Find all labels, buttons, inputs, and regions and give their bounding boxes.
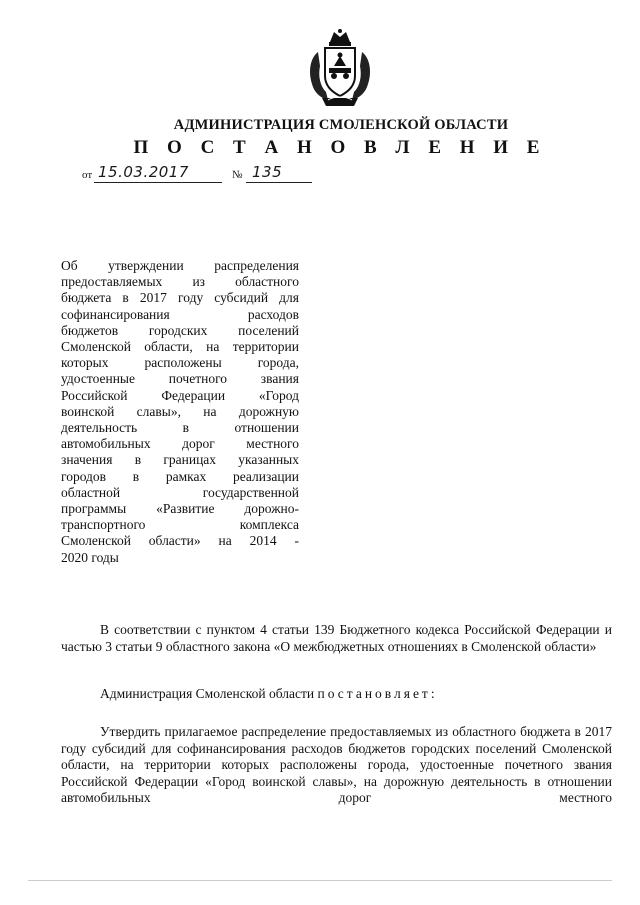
operative-paragraph: Утвердить прилагаемое распределение предоставляемых из областного бюджета в 2017 году субсидий для софинансирования расходов бюджетов городских поселений Смоленской области, на территории которых расположены города, удостоенные почетного звания Российской Федерации «Город воинской славы», на дорожную деятельность в отношении автомобильных дорог местного (61, 724, 612, 806)
number-label: № (232, 169, 243, 181)
subject-line: Об утверждении распределения (61, 258, 299, 273)
document-type-title: П О С Т А Н О В Л Е Н И Е (133, 137, 547, 158)
page-bottom-edge (28, 880, 612, 881)
subject-line: которых расположены города, (61, 355, 299, 371)
subject-line: городов в рамках реализации (61, 468, 299, 484)
organization-title: АДМИНИСТРАЦИЯ СМОЛЕНСКОЙ ОБЛАСТИ (173, 117, 509, 133)
resolution-issuer: Администрация Смоленской области (100, 686, 315, 701)
date-underline (94, 182, 222, 183)
document-subject (61, 258, 299, 566)
subject-line: областной государственной (61, 484, 299, 500)
subject-line: 2020 годы (61, 549, 119, 565)
date-label: от (82, 169, 93, 181)
subject-line: транспортного комплекса (61, 517, 299, 533)
subject-line: программы «Развитие дорожно- (61, 501, 299, 517)
smolensk-coat-of-arms-icon (304, 28, 376, 110)
preamble-paragraph: В соответствии с пунктом 4 статьи 139 Бюджетного кодекса Российской Федерации и частью 3 статьи 9 областного закона «О межбюджетных отношениях в Смоленской области» (61, 622, 612, 654)
subject-line: удостоенные почетного звания (61, 371, 299, 387)
number-underline (246, 182, 312, 183)
subject-line: предоставляемых из областного (61, 274, 299, 290)
subject-line: деятельность в отношении (61, 420, 299, 436)
number-value: 135 (252, 163, 283, 181)
subject-line: бюджетов городских поселений (61, 322, 299, 338)
document-date-number-row (82, 163, 322, 187)
subject-line: Смоленской области, на территории (61, 339, 299, 355)
subject-line: Российской Федерации «Город (61, 387, 299, 403)
subject-line: воинской славы», на дорожную (61, 403, 299, 419)
resolution-paragraph (61, 686, 612, 703)
subject-line: автомобильных дорог местного (61, 436, 299, 452)
date-value: 15.03.2017 (98, 163, 189, 181)
resolution-verb: постановляет: (317, 686, 438, 701)
subject-line: Смоленской области» на 2014 - (61, 533, 299, 549)
subject-line: значения в границах указанных (61, 452, 299, 468)
subject-line: бюджета в 2017 году субсидий для (61, 290, 299, 306)
subject-line: софинансирования расходов (61, 306, 299, 322)
